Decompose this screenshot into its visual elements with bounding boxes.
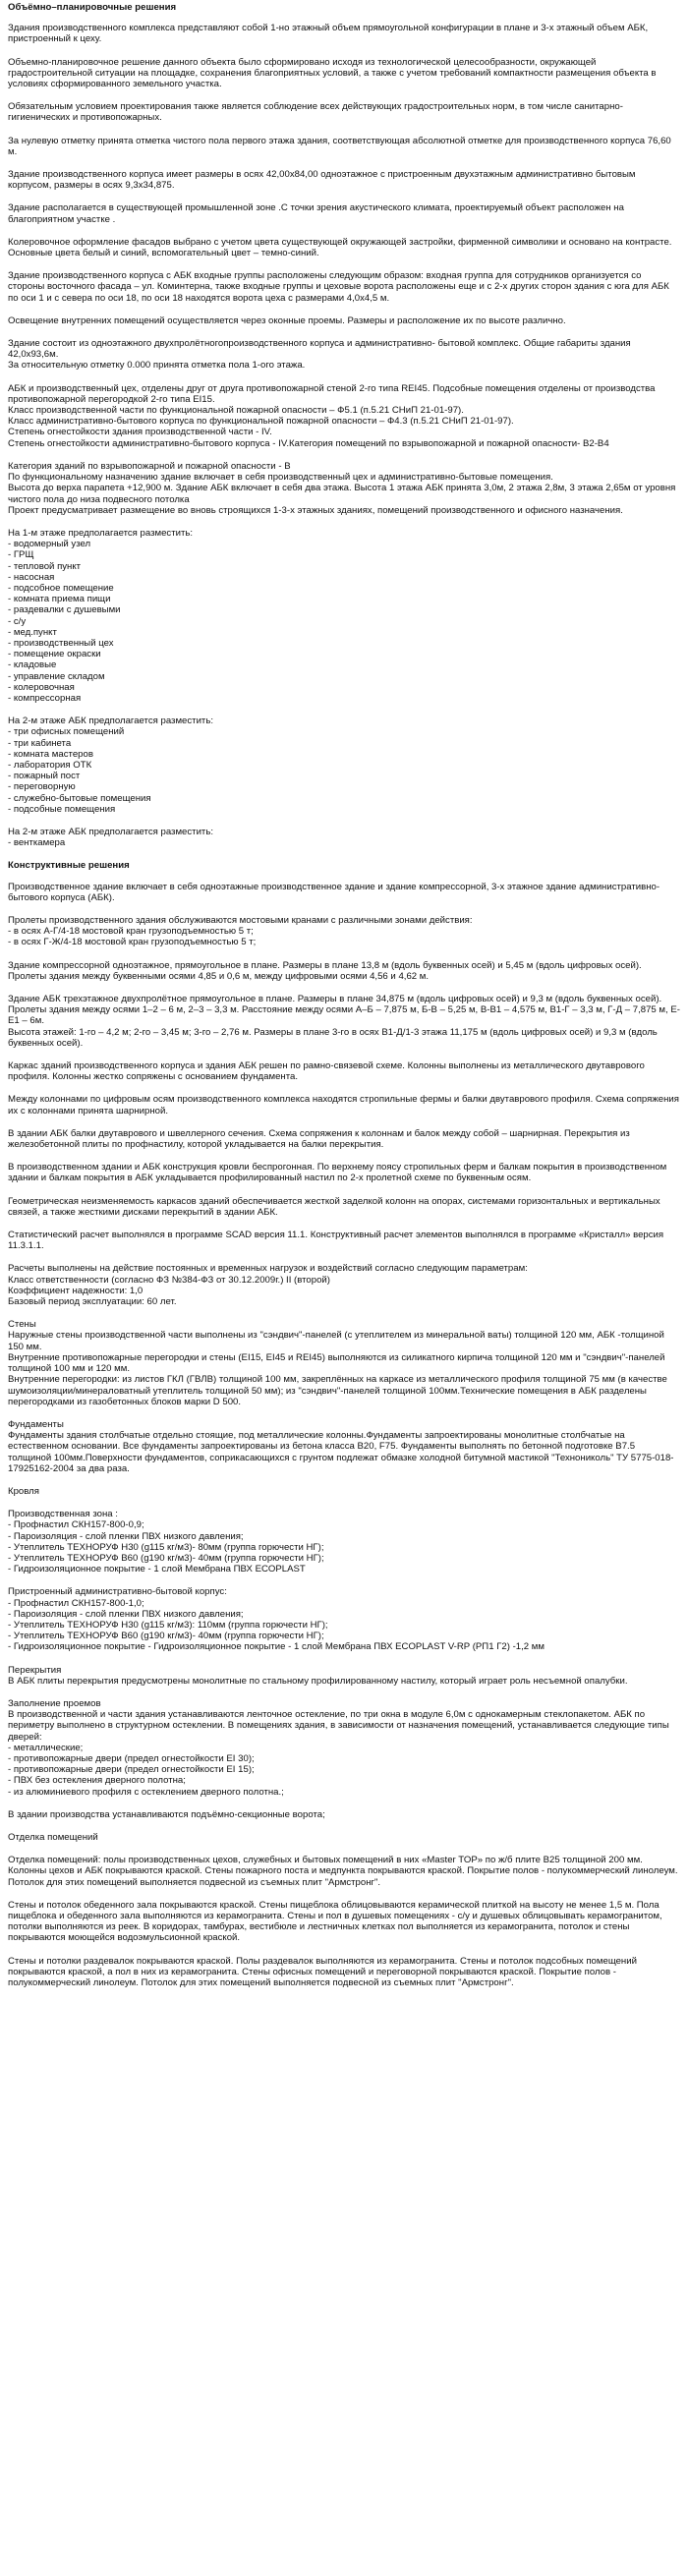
section-heading-planning: Объёмно–планировочные решения	[8, 2, 177, 13]
paragraph: Статистический расчет выполнялся в программе SCAD версия 11.1. Конструктивный расчет элементов выполнялся в программе «Кристалл» версия 11.3.1.1.	[8, 1230, 664, 1252]
floor2-list	[8, 726, 680, 815]
paragraph: АБК и производственный цех, отделены друг от друга противопожарной стеной 2-го типа REI45. Подсобные помещения отделены от производства противопожарной перегородкой 2-го типа EI15. Класс производственной части по функциональной пожарной опасности – Ф5.1 (п.5.21 СНиП 21-01-97). Класс административно-бытового корпуса по функциональной пожарной опасности – Ф4.3 (п.5.21 СНиП 21-01-97). Степень огнестойкости здания производственной части - IV. Степень огнестойкости административно-бытового корпуса - IV.Категория помещений по взрывопожарной и пожарной опасности- В2-В4	[8, 382, 656, 449]
list-item: - насосная	[8, 571, 55, 583]
list-item: - с/у	[8, 615, 27, 627]
paragraph: Стены Наружные стены производственной части выполнены из "сэндвич"-панелей (с утеплителем из минеральной ваты) толщиной 120 мм, АБК -толщиной 150 мм. Внутренние противопожарные перегородки и стены (EI15, EI45 и REI45) выполняются из силикатного кирпича толщиной 120 мм и "сэндвич"-панелей толщиной 100 мм и 120 мм. Внутренние перегородки: из листов ГКЛ (ГВЛВ) толщиной 100 мм, закреплённых на каркасе из металлического профиля толщиной 75 мм (в качестве шумоизоляции/минераловатный утеплитель толщиной 50 мм); из "сэндвич"-панелей толщиной 100мм.Технические помещения в АБК разделены перегородками из газобетонных блоков марки D 500.	[8, 1319, 667, 1407]
floor1-intro: На 1-м этаже предполагается разместить:	[8, 527, 194, 539]
list-item: - помещение окраски	[8, 649, 101, 660]
paragraph: Кровля	[8, 1485, 39, 1497]
floor1-list	[8, 539, 680, 704]
list-item: - служебно-бытовые помещения	[8, 792, 151, 804]
paragraph: Обязательным условием проектирования также является соблюдение всех действующих градостроительных норм, в том числе санитарно-гигиенических и противопожарных.	[8, 101, 623, 124]
list-item: - пожарный пост	[8, 771, 81, 782]
list-item: - водомерный узел	[8, 539, 91, 550]
paragraph: Здание располагается в существующей промышленной зоне .С точки зрения акустического климата, проектируемый объект расположен на благоприятном участке .	[8, 202, 624, 225]
paragraph: Здание производственного корпуса с АБК входные группы расположены следующим образом: входная группа для сотрудников организуется со стороны восточного фасада – ул. Коминтерна, также входные группы и цеховые ворота расположены еще и с 2-х других сторон здания с юга для АБК по оси 1 и с севера по оси 18, по оси 18 находятся ворота цеха с размерами 4,0х4,5 м.	[8, 270, 669, 304]
paragraph: Производственная зона : - Профнастил СКН157-800-0,9; - Пароизоляция - слой пленки ПВХ низкого давления; - Утеплитель ТЕХНОРУФ Н30 (g115 кг/м3)- 80мм (группа горючести НГ); - Утеплитель ТЕХНОРУФ В60 (g190 кг/м3)- 40мм (группа горючести НГ); - Гидроизоляционное покрытие - 1 слой Мембрана ПВХ ECOPLAST	[8, 1509, 324, 1575]
paragraph: Перекрытия В АБК плиты перекрытия предусмотрены монолитные по стальному профилированному настилу, который играет роль несъемной опалубки.	[8, 1664, 628, 1687]
structural-section	[8, 882, 680, 1989]
list-item: - тепловой пункт	[8, 560, 82, 572]
floor2-intro: На 2-м этаже АБК предполагается разместить:	[8, 716, 213, 727]
paragraph: Отделка помещений	[8, 1832, 98, 1843]
paragraph: В здании производства устанавливаются подъёмно-секционные ворота;	[8, 1808, 325, 1820]
list-item: - производственный цех	[8, 637, 114, 649]
paragraph: Фундаменты Фундаменты здания столбчатые отдельно стоящие, под металлические колонны.Фундаменты запроектированы монолитные столбчатые на естественном основании. Все фундаменты запроектированы из бетона класса В20, F75. Фундаменты выполнять по бетонной подготовке В7.5 толщиной 100мм.Поверхности фундаментов, соприкасающихся с грунтом подлежат обмазке холодной битумной мастикой "Технониколь" ТУ 5775-018-17925162-2004 за два раза.	[8, 1418, 674, 1474]
paragraph: Здание компрессорной одноэтажное, прямоугольное в плане. Размеры в плане 13,8 м (вдоль буквенных осей) и 5,45 м (вдоль цифровых осей). Пролеты здания между буквенными осями 4,85 и 0,6 м, между цифровыми осями 4,56 и 4,62 м.	[8, 959, 642, 982]
paragraph: Расчеты выполнены на действие постоянных и временных нагрузок и воздействий согласно следующим параметрам: Класс ответственности (согласно ФЗ №384-ФЗ от 30.12.2009г.) II (второй) Коэффициент надежности: 1,0 Базовый период эксплуатации: 60 лет.	[8, 1263, 528, 1308]
list-item: - колеровочная	[8, 681, 75, 693]
paragraph: Объемно-планировочное решение данного объекта было сформировано исходя из технологической целесообразности, окружающей градостроительной ситуации на площадке, сохранения благоприятных условий, а также с учетом требований компактности размещения объекта в условиях сформированного земельного участка.	[8, 56, 657, 90]
planning-section	[8, 23, 680, 516]
paragraph: Колеровочное оформление фасадов выбрано с учетом цвета существующей окружающей застройки, фирменной символики и основано на контрасте. Основные цвета белый и синий, вспомогательный цвет – темно-синий.	[8, 236, 672, 259]
list-item: - венткамера	[8, 837, 66, 849]
paragraph: В производственном здании и АБК конструкция кровли беспрогонная. По верхнему поясу стропильных ферм и балкам покрытия в производственном здании и балкам покрытия в АБК укладывается профилированный настил по 2-х пролетной схеме по буквенным осям.	[8, 1162, 667, 1184]
section-heading-structural: Конструктивные решения	[8, 860, 130, 872]
paragraph: Здание состоит из одноэтажного двухпролётногопроизводственного корпуса и административно- бытовой комплекс. Общие габариты здания 42,0х93,6м. За относительную отметку 0.000 принята отметка пола 1-ого этажа.	[8, 338, 631, 372]
paragraph: Отделка помещений: полы производственных цехов, служебных и бытовых помещений в них «Master TOP» по ж/б плите В25 толщиной 200 мм. Колонны цехов и АБК покрываются краской. Стены пожарного поста и медпункта покрываются краской. Покрытие полов - полукоммерческий линолеум. Потолок для этих помещений выполняется подвесной из съемных плит "Армстронг".	[8, 1855, 678, 1888]
paragraph: Категория зданий по взрывопожарной и пожарной опасности - В По функциональному назначению здание включает в себя производственный цех и административно-бытовые помещения. Высота до верха парапета +12,900 м. Здание АБК включает в себя два этажа. Высота 1 этажа АБК принята 3,0м, 2 этажа 2,8м, 3 этажа 2,65м от уровня чистого пола до низа подвесного потолка Проект предусматривает размещение во вновь строящихся 1-3-х этажных зданиях, помещений производственного и офисного назначения.	[8, 460, 676, 516]
paragraph: Каркас зданий производственного корпуса и здания АБК решен по рамно-связевой схеме. Колонны выполнены из металлического двутаврового профиля. Колонны жестко сопряжены с основанием фундамента.	[8, 1060, 645, 1083]
paragraph: Между колоннами по цифровым осям производственного комплекса находятся стропильные фермы и балки двутаврового профиля. Схема сопряжения их с колоннами принята шарнирной.	[8, 1094, 679, 1116]
list-item: - комната мастеров	[8, 748, 93, 760]
paragraph: Пристроенный административно-бытовой корпус: - Профнастил СКН157-800-1,0; - Пароизоляция - слой пленки ПВХ низкого давления; - Утеплитель ТЕХНОРУФ Н30 (g115 кг/м3): 110мм (группа горючести НГ); - Утеплитель ТЕХНОРУФ В60 (g190 кг/м3)- 40мм (группа горючести НГ); - Гидроизоляционное покрытие - Гидроизоляционное покрытие - 1 слой Мембрана ПВХ ECOPLAST V-RP (РП1 Г2) -1,2 мм	[8, 1586, 545, 1653]
list-item: - ГРЩ	[8, 549, 34, 561]
paragraph: Заполнение проемов В производственной и части здания устанавливаются ленточное остекление, по три окна в модуле 6,0м с однокамерным стеклопакетом. АБК по периметру выполнено в структурном остеклении. В помещениях здания, в зависимости от назначения помещений, устанавливается следующие типы дверей: - металлические; - противопожарные двери (предел огнестойкости EI 30); - противопожарные двери (предел огнестойкости EI 15); - ПВХ без остекления дверного полотна; - из алюминиевого профиля с остеклением дверного полотна.;	[8, 1697, 669, 1798]
list-item: - раздевалки с душевыми	[8, 604, 121, 616]
list-item: - кладовые	[8, 659, 57, 671]
list-item: - три кабинета	[8, 737, 72, 749]
list-item: - комната приема пищи	[8, 594, 111, 605]
list-item: - подсобные помещения	[8, 803, 116, 815]
paragraph: Производственное здание включает в себя одноэтажные производственное здание и здание компрессорной, 3-х этажное здание административно-бытового корпуса (АБК).	[8, 881, 660, 903]
list-item: - мед.пункт	[8, 626, 57, 638]
paragraph: Здания производственного комплекса представляют собой 1-но этажный объем прямоугольной конфигурации в плане и 3-х этажный объем АБК, пристроенный к цеху.	[8, 23, 649, 45]
list-item: - три офисных помещений	[8, 726, 125, 738]
paragraph: Здание АБК трехэтажное двухпролётное прямоугольное в плане. Размеры в плане 34,875 м (вдоль цифровых осей) и 9,3 м (вдоль буквенных осей). Пролеты здания между осями 1–2 – 6 м, 2–3 – 3,3 м. Расстояние между осями А–Б – 7,875 м, Б-В – 5,25 м, В-В1 – 4,575 м, В1-Г – 3,3 м, Г-Д – 7,875 м, Е-Е1 – 6м. Высота этажей: 1-го – 4,2 м; 2-го – 3,45 м; 3-го – 2,76 м. Размеры в плане 3-го в осях В1-Д/1-3 этажа 11,175 м (вдоль цифровых осей) и 9,3 м (вдоль буквенных осей).	[8, 994, 680, 1049]
paragraph: Стены и потолок обеденного зала покрываются краской. Стены пищеблока облицовываются керамической плиткой на высоту не менее 1,5 м. Пола пищеблока и обеденного зала выполняются из керамогранита. Стены и пол в душевых помещениях - с/у и душевых облицовывать керамогранитом, потолки выполняются из реек. В коридорах, тамбурах, вестибюле и лестничных клетках пол выполняется из керамогранита, потолок и стены покрываются моющейся водоэмульсионной краской.	[8, 1899, 662, 1944]
paragraph: Освещение внутренних помещений осуществляется через оконные проемы. Размеры и расположение их по высоте различно.	[8, 315, 566, 326]
paragraph: За нулевую отметку принята отметка чистого пола первого этажа здания, соответствующая абсолютной отметке для производственного корпуса 76,60 м.	[8, 135, 671, 157]
paragraph: В здании АБК балки двутаврового и швеллерного сечения. Схема сопряжения к колоннам и балок между собой – шарнирная. Перекрытия из железобетонной плиты по профнастилу, которой укладывается на балки перекрытия.	[8, 1127, 630, 1151]
list-item: - лаборатория ОТК	[8, 759, 92, 771]
list-item: - переговорную	[8, 781, 76, 793]
floor3-intro: На 2-м этаже АБК предполагается разместить:	[8, 826, 213, 837]
list-item: - управление складом	[8, 670, 105, 682]
floor3-list	[8, 837, 680, 848]
list-item: - подсобное помещение	[8, 582, 114, 594]
paragraph: Стены и потолки раздевалок покрываются краской. Полы раздевалок выполняются из керамогранита. Стены и потолок подсобных помещений покрываются краской, а пол в них из керамогранита. Стены офисных помещений и переговорной покрываются краской. Покрытие полов - полукоммерческий линолеум. Потолок для этих помещений выполняется подвесной из съемных плит "Армстронг".	[8, 1955, 637, 1989]
list-item: - компрессорная	[8, 692, 82, 704]
paragraph: Геометрическая неизменяемость каркасов зданий обеспечивается жесткой заделкой колонн на опорах, системами горизонтальных и вертикальных связей, а также жесткими дисками перекрытий в здании АБК.	[8, 1195, 660, 1218]
paragraph: Здание производственного корпуса имеет размеры в осях 42,00х84,00 одноэтажное с пристроенным двухэтажным административно бытовым корпусом, размеры в осях 9,3х34,875.	[8, 169, 636, 192]
paragraph: Пролеты производственного здания обслуживаются мостовыми кранами с различными зонами действия: - в осях А-Г/4-18 мостовой кран грузоподъемностью 5 т; - в осях Г-Ж/4-18 мостовой кран грузоподъемностью 5 т;	[8, 915, 473, 948]
